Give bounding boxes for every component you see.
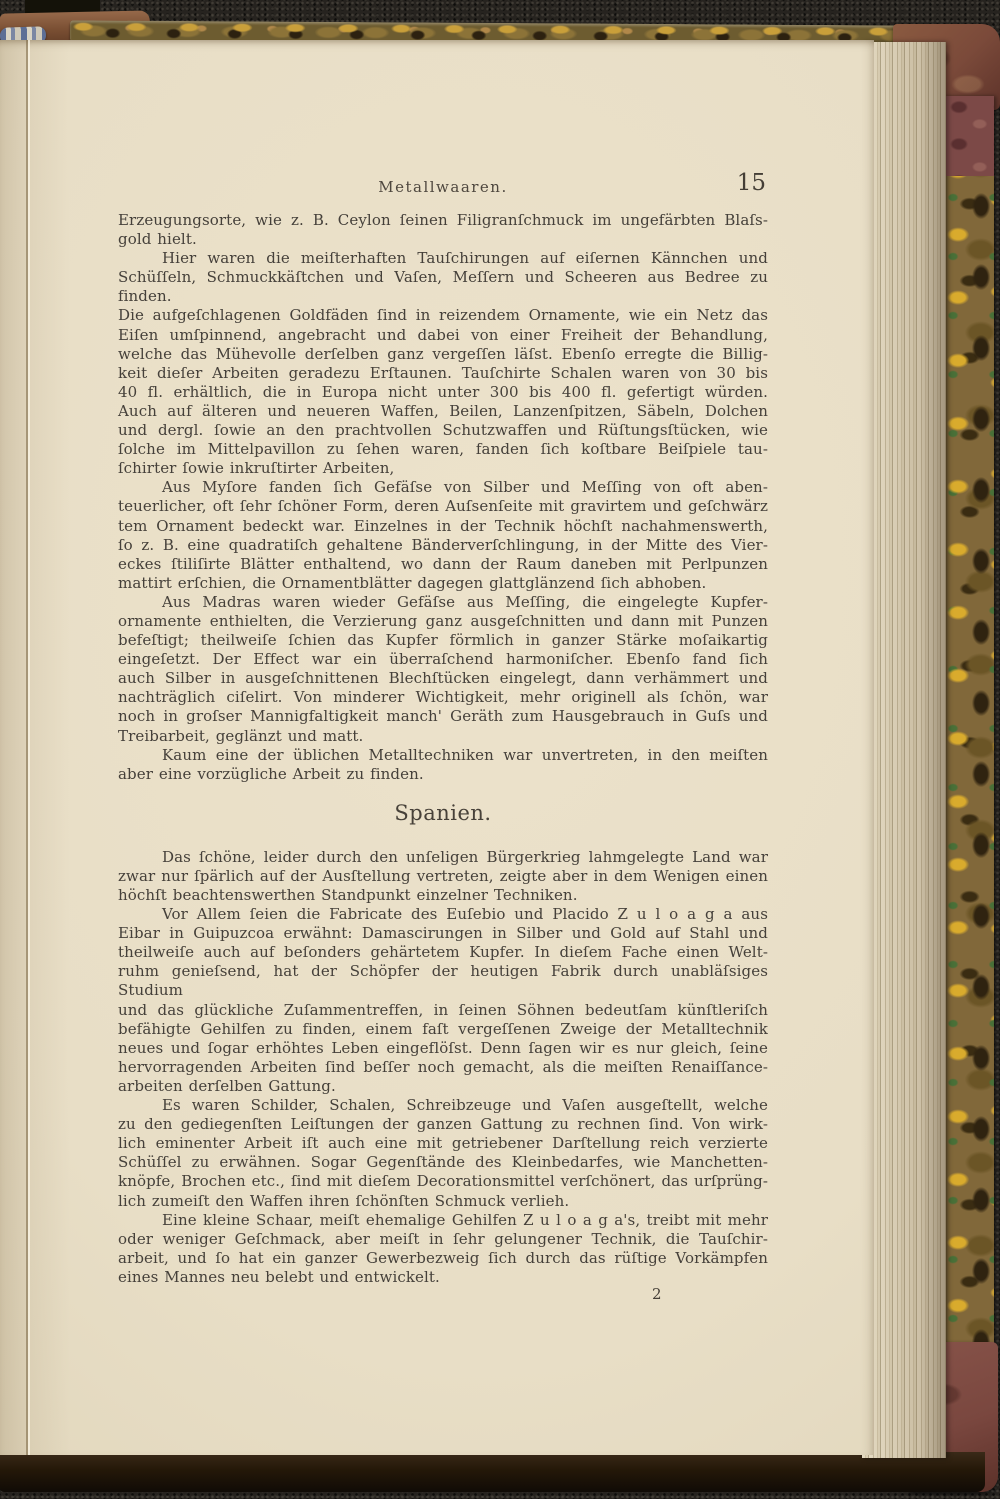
text-line: neues und ſogar erhöhtes Leben eingeflöſst. Denn ſagen wir es nur gleich, ſeine <box>118 1038 768 1057</box>
book-cover-bottom-edge <box>0 1452 985 1492</box>
text-line: Hier waren die meiſterhaften Tauſchirungen auf eiſernen Kännchen und <box>162 249 768 268</box>
text-line: mattirt erſchien, die Ornamentblätter dagegen glattglänzend ſich abhoben. <box>118 573 707 592</box>
text-line: theilweiſe auch auf beſonders gehärtetem Kupfer. In dieſem Fache einen Welt- <box>118 943 768 962</box>
text-line: ſchirter ſowie inkruſtirter Arbeiten, <box>118 459 395 478</box>
body-paragraph <box>118 746 768 784</box>
text-line: Erzeugungsorte, wie z. B. Ceylon ſeinen Filigranſchmuck im ungefärbten Blaſs- <box>118 211 768 229</box>
text-line: Schüſſeln, Schmuckkäſtchen und Vaſen, Meſſern und Scheeren aus Bedree zu finden. <box>118 268 768 306</box>
text-line: Die aufgeſchlagenen Goldfäden ſind in reizendem Ornamente, wie ein Netz das <box>118 306 768 325</box>
text-line: Kaum eine der üblichen Metalltechniken war unvertreten, in den meiſten <box>162 745 768 764</box>
text-line: Vor Allem ſeien die Fabricate des Euſebio und Placido Z u l o a g a aus <box>162 905 768 924</box>
page-fore-edge-stack <box>862 42 946 1458</box>
text-line: Das ſchöne, leider durch den unſeligen Bürgerkrieg lahmgelegte Land war <box>162 847 768 866</box>
text-line: und dergl. ſowie an den prachtvollen Schutzwaffen und Rüſtungsſtücken, wie <box>118 421 768 440</box>
page-body-part2 <box>118 848 768 1287</box>
text-line: eines Mannes neu belebt und entwickelt. <box>118 1267 440 1286</box>
text-line: auch Silber in ausgeſchnittenen Blechſtücken eingelegt, dann verhämmert und <box>118 669 768 688</box>
marble-maroon-patch <box>944 96 994 176</box>
body-paragraph <box>118 211 768 249</box>
text-line: eingeſetzt. Der Effect war ein überraſchend harmoniſcher. Ebenſo fand ſich <box>118 650 768 669</box>
text-line: nachträglich ciſelirt. Von minderer Wichtigkeit, mehr originell als ſchön, war <box>118 688 768 707</box>
text-line: Schüſſel zu erwähnen. Sogar Gegenſtände des Kleinbedarfes, wie Manchetten- <box>118 1153 768 1172</box>
text-line: 40 fl. erhältlich, die in Europa nicht unter 300 bis 400 fl. gefertigt würden. <box>118 382 768 401</box>
gutter-shadow <box>0 40 70 1455</box>
text-line: Eibar in Guipuzcoa erwähnt: Damascirungen in Silber und Gold auf Stahl und <box>118 924 768 943</box>
body-paragraph <box>118 1211 768 1287</box>
text-line: und das glückliche Zuſammentreffen, in ſeinen Söhnen bedeutſam künſtleriſch <box>118 1000 768 1019</box>
text-line: noch in groſser Mannigfaltigkeit manch' Geräth zum Hausgebrauch in Guſs und <box>118 707 768 726</box>
text-line: höchſt beachtenswerthen Standpunkt einzelner Techniken. <box>118 886 578 904</box>
gutter-crease <box>26 40 30 1455</box>
text-line: Aus Madras waren wieder Gefäſse aus Meſſing, die eingelegte Kupfer- <box>162 592 768 611</box>
text-line: Eine kleine Schaar, meiſt ehemalige Gehilfen Z u l o a g a's, treibt mit mehr <box>162 1210 768 1229</box>
signature-mark: 2 <box>652 1284 662 1303</box>
running-header: Metallwaaren. <box>378 178 508 196</box>
text-line: ſo z. B. eine quadratiſch gehaltene Bänderverſchlingung, in der Mitte des Vier- <box>118 535 768 554</box>
text-line: lich eminenter Arbeit iſt auch eine mit getriebener Darſtellung reich verzierte <box>118 1134 768 1153</box>
body-paragraph <box>118 848 768 905</box>
text-line: Treibarbeit, geglänzt und matt. <box>118 726 364 745</box>
text-line: Aus Myſore fanden ſich Gefäſse von Silber und Meſſing von oft aben- <box>162 478 768 497</box>
book-cover-fore-edge-marble <box>944 96 994 1358</box>
text-line: ſolche im Mittelpavillon zu ſehen waren, fanden ſich koſtbare Beiſpiele tau- <box>118 440 768 459</box>
text-line: gold hielt. <box>118 230 197 249</box>
text-line: zu den gediegenſten Leiſtungen der ganzen Gattung zu rechnen ſind. Von wirk- <box>118 1115 768 1134</box>
page-head-row <box>118 170 768 198</box>
text-line: ornamente enthielten, die Verzierung ganz ausgeſchnitten und dann mit Punzen <box>118 611 768 630</box>
text-line: tem Ornament bedeckt war. Einzelnes in der Technik höchſt nachahmenswerth, <box>118 516 768 535</box>
text-line: arbeiten derſelben Gattung. <box>118 1076 336 1095</box>
text-line: Auch auf älteren und neueren Waffen, Beilen, Lanzenſpitzen, Säbeln, Dolchen <box>118 401 768 420</box>
text-line: lich zumeiſt den Waffen ihren ſchönſten Schmuck verlieh. <box>118 1191 570 1210</box>
text-line: arbeit, und ſo hat ein ganzer Gewerbezweig ſich durch das rüſtige Vorkämpfen <box>118 1248 768 1267</box>
text-line: aber eine vorzügliche Arbeit zu finden. <box>118 764 424 783</box>
text-line: hervorragenden Arbeiten ſind beſſer noch gemacht, als die meiſten Renaiſſance- <box>118 1057 768 1076</box>
text-line: Eiſen umſpinnend, angebracht und dabei von einer Freiheit der Behandlung, <box>118 325 768 344</box>
text-line: befähigte Gehilfen zu finden, einem faſt vergeſſenen Zweige der Metalltechnik <box>118 1019 768 1038</box>
body-paragraph <box>118 478 768 593</box>
body-paragraph <box>118 593 768 746</box>
text-line: teuerlicher, oft ſehr ſchöner Form, deren Auſsenſeite mit gravirtem und geſchwärz <box>118 497 768 516</box>
body-paragraph <box>118 249 768 478</box>
page-body-part1 <box>118 211 768 784</box>
text-line: welche das Mühevolle derſelben ganz vergeſſen läſst. Ebenſo erregte die Billig- <box>118 344 768 363</box>
text-line: keit dieſer Arbeiten geradezu Erſtaunen. Tauſchirte Schalen waren von 30 bis <box>118 363 768 382</box>
text-line: zwar nur ſpärlich auf der Ausſtellung vertreten, zeigte aber in dem Wenigen einen <box>118 866 768 885</box>
body-paragraph <box>118 905 768 1096</box>
text-line: oder weniger Geſchmack, aber meiſt in ſehr gelungener Technik, die Tauſchir- <box>118 1229 768 1248</box>
text-line: Es waren Schilder, Schalen, Schreibzeuge und Vaſen ausgeſtellt, welche <box>162 1096 768 1115</box>
text-line: befeſtigt; theilweiſe ſchien das Kupfer förmlich in ganzer Stärke moſaikartig <box>118 631 768 650</box>
section-heading: Spanien. <box>394 800 492 825</box>
text-line: ruhm genieſsend, hat der Schöpfer der heutigen Fabrik durch unabläſsiges Studium <box>118 962 768 1000</box>
text-line: knöpfe, Brochen etc., ſind mit dieſem Decorationsmittel verſchönert, das urſprüng- <box>118 1172 768 1191</box>
text-line: eckes ſtiliſirte Blätter enthaltend, wo dann der Raum daneben mit Perlpunzen <box>118 554 768 573</box>
page-number: 15 <box>736 170 766 196</box>
body-paragraph <box>118 1096 768 1211</box>
page-content <box>118 170 768 1303</box>
